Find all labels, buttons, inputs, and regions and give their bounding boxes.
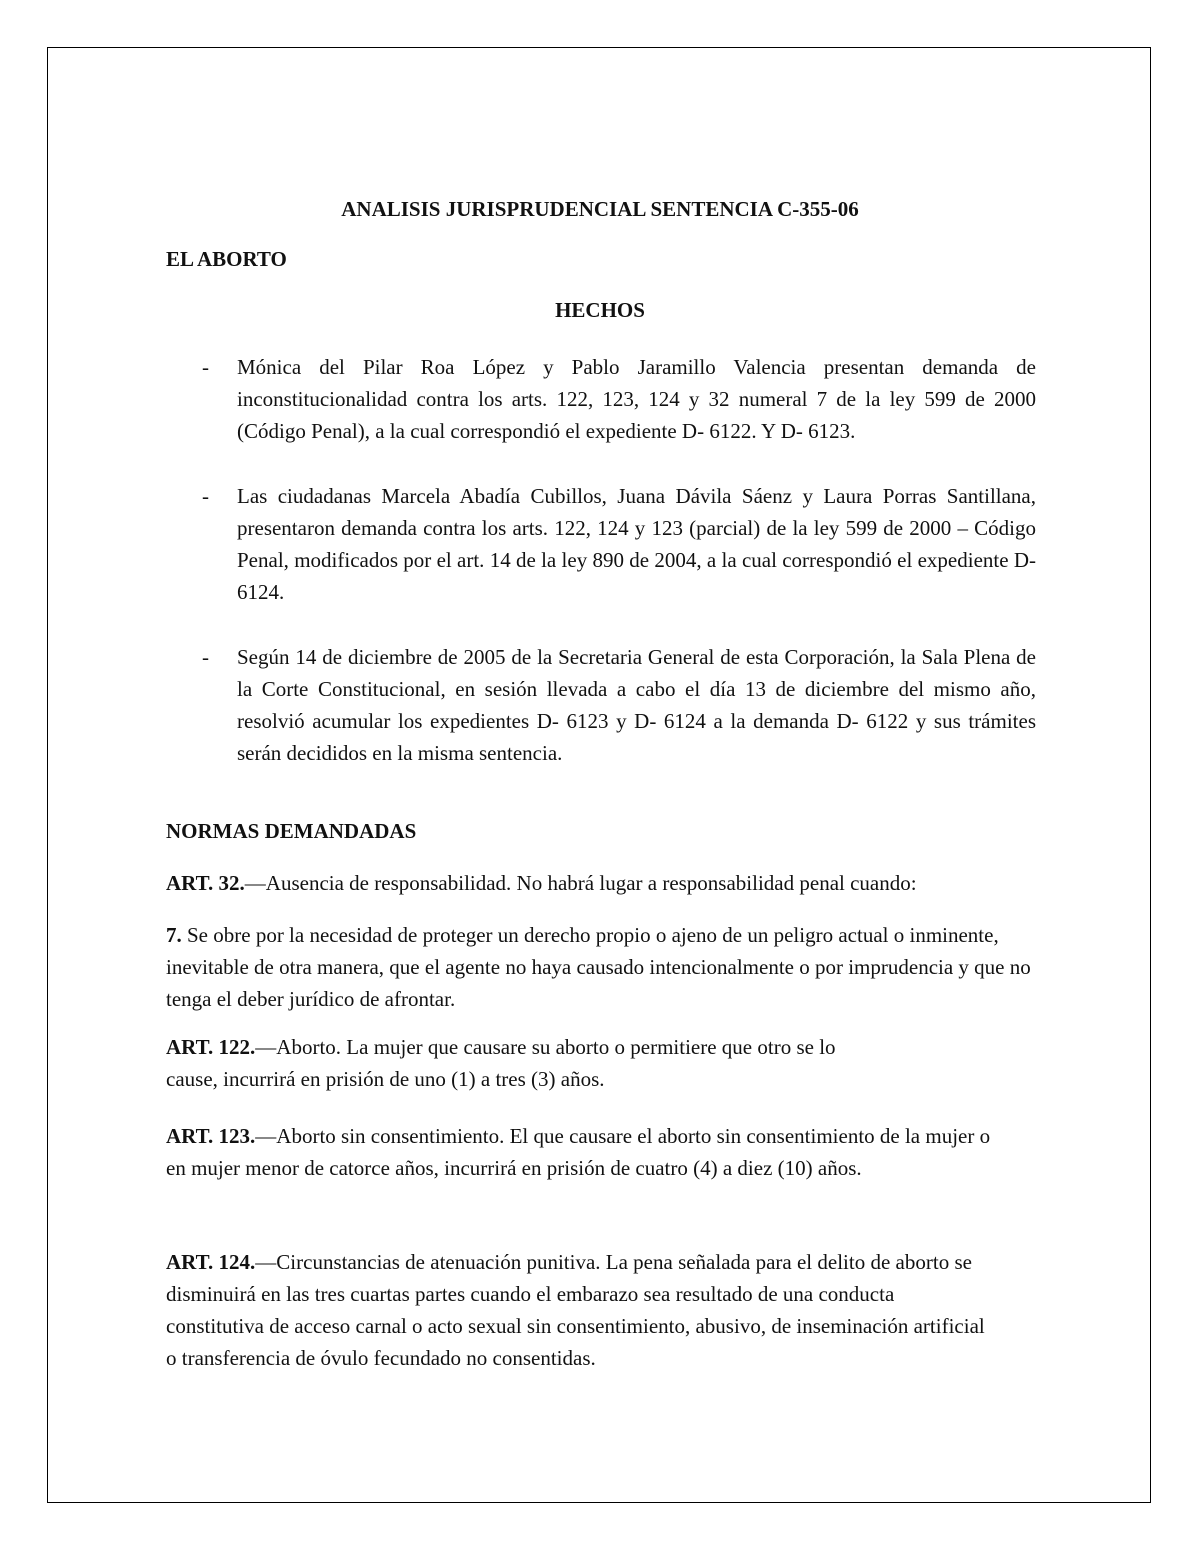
list-item: [166, 480, 1036, 608]
bullet-dash: -: [202, 355, 209, 379]
art32-paragraph: [166, 867, 1046, 899]
art32-text: —Ausencia de responsabilidad. No habrá lugar a responsabilidad penal cuando:: [244, 871, 917, 895]
hecho-text: Según 14 de diciembre de 2005 de la Secretaria General de esta Corporación, la Sala Plena de la Corte Constitucional, en sesión llevada a cabo el día 13 de diciembre del mismo año, resolvió acumular los expedientes D- 6123 y D- 6124 a la demanda D- 6122 y sus trámites serán decididos en la misma sentencia.: [237, 645, 1036, 765]
list-item: [166, 351, 1036, 447]
art124-label: ART. 124.: [166, 1250, 256, 1274]
art124-text: —Circunstancias de atenuación punitiva. La pena señalada para el delito de aborto se disminuirá en las tres cuartas partes cuando el embarazo sea resultado de una conducta constitutiva de acceso carnal o acto sexual sin consentimiento, abusivo, de inseminación artificial o transferencia de óvulo fecundado no consentidas.: [166, 1250, 985, 1370]
section-heading-normas: NORMAS DEMANDADAS: [166, 819, 417, 843]
art122-text: —Aborto. La mujer que causare su aborto o permitiere que otro se lo cause, incurrirá en prisión de uno (1) a tres (3) años.: [166, 1035, 836, 1091]
hecho-text: Las ciudadanas Marcela Abadía Cubillos, Juana Dávila Sáenz y Laura Porras Santillana, presentaron demanda contra los arts. 122, 124 y 123 (parcial) de la ley 599 de 2000 – Código Penal, modificados por el art. 14 de la ley 890 de 2004, a la cual correspondió el expediente D- 6124.: [237, 484, 1036, 604]
section-heading-hechos: HECHOS: [555, 298, 645, 322]
bullet-dash: -: [202, 484, 209, 508]
numeral7-label: 7.: [166, 923, 182, 947]
list-item: [166, 641, 1036, 769]
hechos-list: [166, 351, 1036, 802]
document-title: ANALISIS JURISPRUDENCIAL SENTENCIA C-355-06: [341, 197, 859, 221]
art123-text: —Aborto sin consentimiento. El que causare el aborto sin consentimiento de la mujer o en mujer menor de catorce años, incurrirá en prisión de cuatro (4) a diez (10) años.: [166, 1124, 991, 1180]
document-subtitle: EL ABORTO: [166, 247, 287, 271]
numeral7-text: Se obre por la necesidad de proteger un derecho propio o ajeno de un peligro actual o inminente, inevitable de otra manera, que el agente no haya causado intencionalmente o por imprudencia y que no tenga el deber jurídico de afrontar.: [166, 923, 1031, 1011]
art123-label: ART. 123.: [166, 1124, 256, 1148]
art122-paragraph: [166, 1031, 886, 1095]
hecho-text: Mónica del Pilar Roa López y Pablo Jaramillo Valencia presentan demanda de inconstitucionalidad contra los arts. 122, 123, 124 y 32 numeral 7 de la ley 599 de 2000 (Código Penal), a la cual correspondió el expediente D- 6122. Y D- 6123.: [237, 355, 1036, 443]
art32-label: ART. 32.: [166, 871, 245, 895]
art124-paragraph: [166, 1246, 996, 1374]
art32-numeral7-paragraph: [166, 919, 1046, 1015]
art123-paragraph: [166, 1120, 996, 1184]
bullet-dash: -: [202, 645, 209, 669]
art122-label: ART. 122.: [166, 1035, 256, 1059]
